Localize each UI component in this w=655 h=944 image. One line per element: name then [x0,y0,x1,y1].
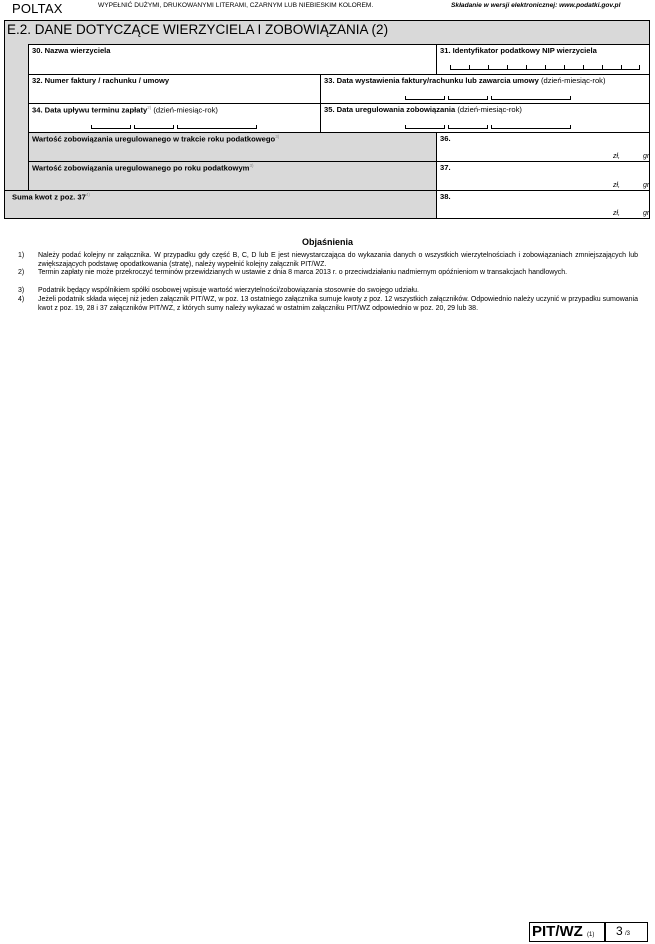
amount-field-37[interactable] [436,161,650,191]
form-code-variant: (1) [587,932,595,938]
sum-label: Suma kwot z poz. 37$^{4)}$ [12,192,90,202]
note-item: 1) Należy podać kolejny nr załącznika. W przypadku gdy część B, C, D lub E jest niewystarczająca do wykazania danych o wszystkich wierzytelnościach i zobowiązaniach zmniejszających lub zwiększających podstawę opodatkowania (stratę), należy wypełnić kolejny załącznik PIT/WZ. [18,252,638,268]
currency-gr: gr [643,153,650,160]
field-33-label: 33. Data wystawienia faktury/rachunku lub zawarcia umowy (dzień-miesiąc-rok) [324,76,606,85]
invoice-date-field[interactable] [320,74,650,104]
date-boxes [91,125,257,130]
payment-due-date-field[interactable] [28,103,321,133]
form-code: PIT/WZ [532,923,583,940]
field-38-label: 38. [440,192,451,201]
settlement-date-field[interactable] [320,103,650,133]
currency-zl: zł, [613,210,620,217]
date-boxes [405,125,571,130]
invoice-number-field[interactable] [28,74,321,104]
page-number: 3 [616,924,623,938]
creditor-nip-field[interactable] [436,44,650,75]
amount-field-36[interactable] [436,132,650,162]
field-32-label: 32. Numer faktury / rachunku / umowy [32,76,170,85]
amount-field-38[interactable] [436,190,650,219]
sum-label-cell [4,190,437,219]
fill-instruction: WYPEŁNIĆ DUŻYMI, DRUKOWANYMI LITERAMI, CZARNYM LUB NIEBIESKIM KOLOREM. [98,2,374,9]
value-during-year-label: Wartość zobowiązania uregulowanego w trakcie roku podatkowego$^{3)}$ [32,134,280,144]
currency-zl: zł, [613,182,620,189]
field-37-label: 37. [440,163,451,172]
currency-zl: zł, [613,153,620,160]
note-item: 4) Jeżeli podatnik składa więcej niż jeden załącznik PIT/WZ, w poz. 13 ostatniego załącznika sumuje kwoty z poz. 12 wszystkich załączników. Odpowiednio należy uczynić w przypadku sumowania kwot z poz. 19, 28 i 37 załączników PIT/WZ, z których sumy należy wykazać w ostatnim załączniku PIT/WZ odpowiednio w poz. 20, 29 lub 38. [18,296,638,312]
creditor-name-field[interactable] [28,44,437,75]
nip-boxes [450,65,640,70]
note-item: 3) Podatnik będący wspólnikiem spółki osobowej wpisuje wartość wierzytelności/zobowiązania stosownie do swojego udziału. [18,287,419,294]
page-total: /3 [625,931,631,937]
efile-notice: Składanie w wersji elektronicznej: www.podatki.gov.pl [451,2,621,9]
notes-title: Objaśnienia [301,237,354,247]
brand-logo: POLTAX [12,1,63,16]
field-34-label: 34. Data upływu terminu zapłaty$^{2)}$ (dzień-miesiąc-rok) [32,105,218,115]
field-30-label: 30. Nazwa wierzyciela [32,46,111,55]
currency-gr: gr [643,210,650,217]
field-35-label: 35. Data uregulowania zobowiązania (dzień-miesiąc-rok) [324,105,522,114]
field-31-label: 31. Identyfikator podatkowy NIP wierzyciela [440,46,597,55]
value-during-year-label-cell [28,132,437,162]
note-item: 2) Termin zapłaty nie może przekroczyć terminów przewidzianych w ustawie z dnia 8 marca 2013 r. o przeciwdziałaniu nadmiernym opóźnieniom w transakcjach handlowych. [18,269,568,276]
date-boxes [405,96,571,101]
section-title: E.2. DANE DOTYCZĄCE WIERZYCIELA I ZOBOWIĄZANIA (2) [7,22,389,37]
value-after-year-label-cell [28,161,437,191]
field-36-label: 36. [440,134,451,143]
currency-gr: gr [643,182,650,189]
value-after-year-label: Wartość zobowiązania uregulowanego po roku podatkowym$^{3)}$ [32,163,254,173]
